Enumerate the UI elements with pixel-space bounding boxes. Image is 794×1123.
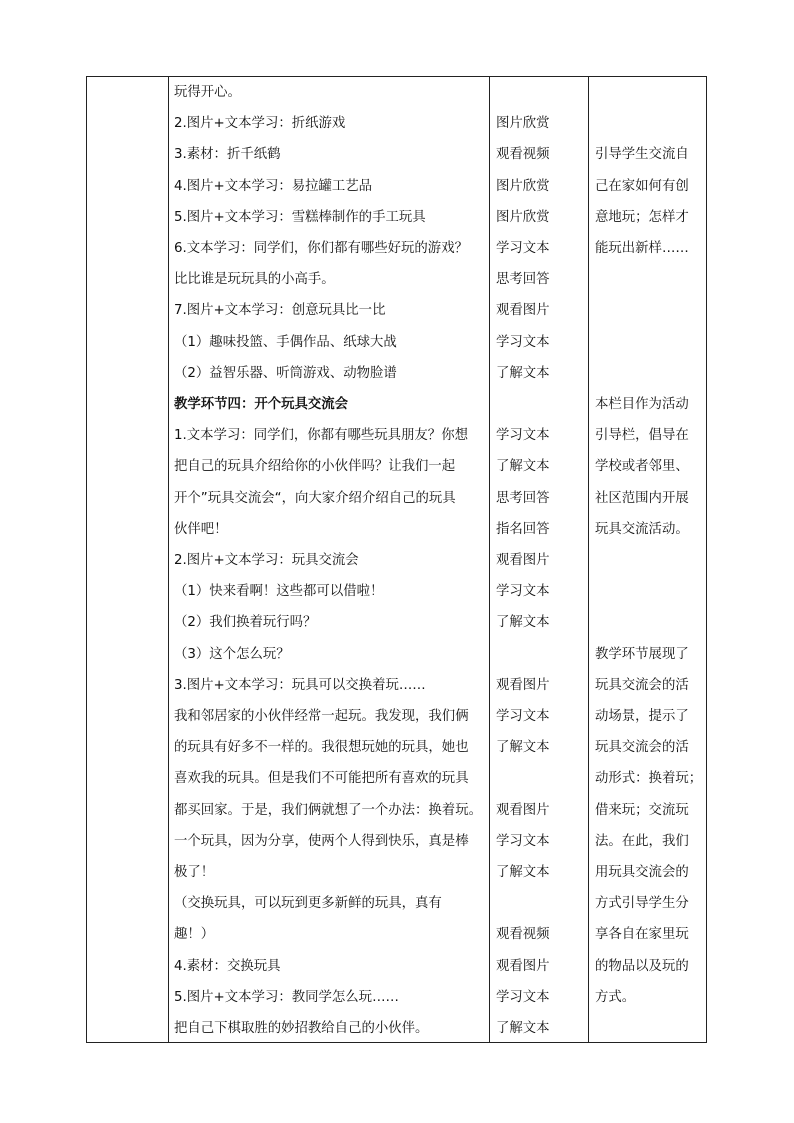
- notes-line: 己在家如何有创: [595, 178, 689, 194]
- notes-line: 能玩出新样……: [595, 241, 689, 256]
- content-line: （交换玩具，可以玩到更多新鲜的玩具，真有: [174, 896, 442, 912]
- content-line: 的玩具有好多不一样的。我很想玩她的玩具，她也: [174, 740, 469, 756]
- content-line: 趣！）: [174, 927, 215, 943]
- content-line: 喜欢我的玩具。但是我们不可能把所有喜欢的玩具: [174, 771, 469, 787]
- content-line: 把自己下棋取胜的妙招教给自己的小伙伴。: [174, 1021, 429, 1036]
- content-line: 都买回家。于是，我们俩就想了一个办法：换着玩。: [174, 802, 482, 818]
- activity-line: 学习文本: [496, 428, 550, 444]
- content-line: 4.素材：交换玩具: [174, 958, 281, 974]
- column-divider-2: [489, 76, 490, 1043]
- content-line: 玩得开心。: [174, 85, 241, 100]
- activity-line: 了解文本: [496, 365, 550, 381]
- notes-column: [595, 76, 703, 1042]
- content-line: 2.图片+文本学习：玩具交流会: [174, 553, 359, 568]
- notes-line: 方式。: [595, 989, 636, 1005]
- activity-line: 思考回答: [496, 490, 550, 506]
- table-border-right: [706, 76, 707, 1043]
- activity-line: 了解文本: [496, 740, 550, 756]
- activity-line: 图片欣赏: [496, 178, 550, 194]
- activity-line: 观看图片: [496, 553, 550, 568]
- content-line: 6.文本学习：同学们，你们都有哪些好玩的游戏？: [174, 241, 468, 256]
- activity-line: 图片欣赏: [496, 116, 550, 132]
- activity-line: 学习文本: [496, 709, 550, 724]
- activity-line: 了解文本: [496, 459, 550, 475]
- content-line: （3）这个怎么玩？: [174, 646, 290, 662]
- activity-line: 学习文本: [496, 584, 550, 600]
- notes-line: 玩具交流会的活: [595, 740, 689, 756]
- content-line: 2.图片+文本学习：折纸游戏: [174, 116, 346, 132]
- activity-line: 观看图片: [496, 802, 550, 818]
- activity-line: 学习文本: [496, 989, 550, 1005]
- notes-line: 动形式：换着玩；: [595, 771, 703, 787]
- content-line: 比比谁是玩玩具的小高手。: [174, 272, 335, 288]
- activity-line: 学习文本: [496, 334, 550, 350]
- section-cell: [87, 76, 168, 1042]
- content-line: 1.文本学习：同学们，你都有哪些玩具朋友？你想: [174, 428, 468, 444]
- content-line: 伙伴吧！: [174, 521, 228, 537]
- activity-line: 观看图片: [496, 303, 550, 319]
- notes-line: 教学环节展现了: [595, 646, 689, 662]
- content-line: （1）趣味投篮、手偶作品、纸球大战: [174, 334, 397, 350]
- content-line: 开个”玩具交流会“，向大家介绍介绍自己的玩具: [174, 490, 456, 506]
- notes-line: 动场景，提示了: [595, 709, 689, 724]
- activity-column: [496, 76, 586, 1042]
- notes-line: 享各自在家里玩: [595, 927, 689, 943]
- content-line: 把自己的玩具介绍给你的小伙伴吗？让我们一起: [174, 459, 456, 475]
- activity-line: 指名回答: [496, 521, 550, 537]
- content-line: （2）益智乐器、听筒游戏、动物脸谱: [174, 365, 397, 381]
- content-line: 一个玩具，因为分享，使两个人得到快乐，真是棒: [174, 833, 469, 849]
- activity-line: 思考回答: [496, 272, 550, 288]
- content-line: 3.图片+文本学习：玩具可以交换着玩……: [174, 677, 426, 693]
- activity-line: 观看视频: [496, 927, 550, 943]
- content-line: 极了！: [174, 865, 215, 880]
- column-divider-3: [588, 76, 589, 1043]
- notes-line: 社区范围内开展: [595, 490, 689, 506]
- notes-line: 玩具交流活动。: [595, 521, 689, 537]
- notes-line: 引导学生交流自: [595, 147, 689, 163]
- activity-line: 图片欣赏: [496, 209, 550, 225]
- activity-line: 学习文本: [496, 241, 550, 256]
- notes-line: 本栏目作为活动: [595, 397, 689, 412]
- content-line: （1）快来看啊！这些都可以借啦！: [174, 584, 384, 600]
- content-line: 5.图片+文本学习：雪糕棒制作的手工玩具: [174, 209, 426, 225]
- content-line: 7.图片+文本学习：创意玩具比一比: [174, 303, 386, 319]
- activity-line: 观看图片: [496, 958, 550, 974]
- notes-line: 的物品以及玩的: [595, 958, 689, 974]
- activity-line: 学习文本: [496, 833, 550, 849]
- activity-line: 观看视频: [496, 147, 550, 163]
- notes-line: 引导栏，倡导在: [595, 428, 689, 444]
- content-column: [174, 76, 486, 1042]
- content-line: 教学环节四：开个玩具交流会: [174, 397, 349, 412]
- content-line: 我和邻居家的小伙伴经常一起玩。我发现，我们俩: [174, 709, 469, 724]
- activity-line: 了解文本: [496, 615, 550, 631]
- activity-line: 了解文本: [496, 1021, 550, 1036]
- content-line: 4.图片+文本学习：易拉罐工艺品: [174, 178, 373, 194]
- notes-line: 意地玩；怎样才: [595, 209, 689, 225]
- notes-line: 学校或者邻里、: [595, 459, 689, 475]
- notes-line: 借来玩；交流玩: [595, 802, 689, 818]
- activity-line: 观看图片: [496, 677, 550, 693]
- notes-line: 用玩具交流会的: [595, 865, 689, 880]
- content-line: （2）我们换着玩行吗？: [174, 615, 317, 631]
- notes-line: 玩具交流会的活: [595, 677, 689, 693]
- content-line: 3.素材：折千纸鹤: [174, 147, 281, 163]
- activity-line: 了解文本: [496, 865, 550, 880]
- lesson-table: [86, 76, 707, 1043]
- content-line: 5.图片+文本学习：教同学怎么玩……: [174, 989, 399, 1005]
- table-border-bottom: [86, 1042, 707, 1043]
- notes-line: 方式引导学生分: [595, 896, 689, 912]
- column-divider-1: [168, 76, 169, 1043]
- notes-line: 法。在此，我们: [595, 833, 689, 849]
